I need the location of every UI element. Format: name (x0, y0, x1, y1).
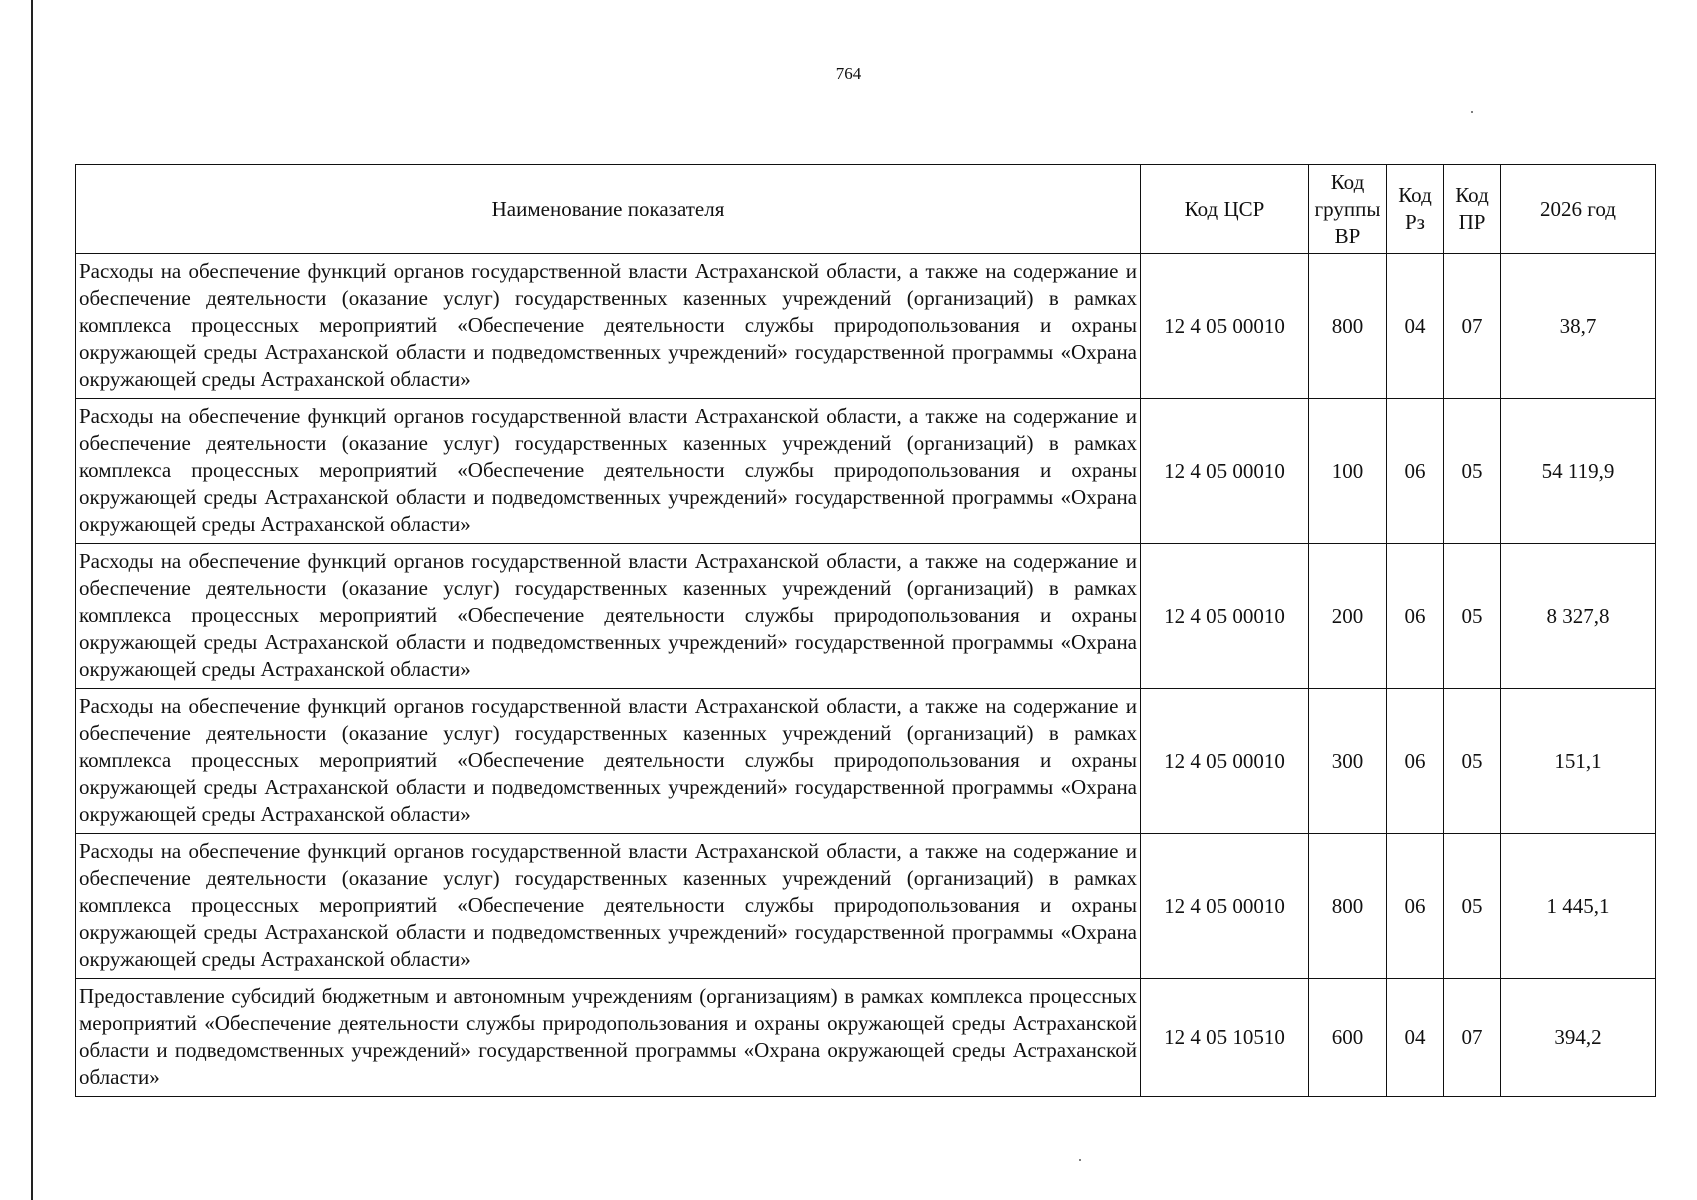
header-pr: Код ПР (1444, 165, 1501, 254)
row-rz-cell: 06 (1387, 834, 1444, 979)
table-row (76, 689, 1656, 834)
row-rz-cell: 06 (1387, 689, 1444, 834)
row-rz-cell: 04 (1387, 979, 1444, 1097)
scan-speck (1079, 1159, 1081, 1161)
row-amount-cell: 54 119,9 (1501, 399, 1656, 544)
header-vr: Код группы ВР (1309, 165, 1387, 254)
header-rz: Код Рз (1387, 165, 1444, 254)
table-row (76, 979, 1656, 1097)
row-vr-cell: 800 (1309, 834, 1387, 979)
row-vr-cell: 300 (1309, 689, 1387, 834)
header-year: 2026 год (1501, 165, 1656, 254)
budget-table (75, 164, 1656, 1097)
row-vr-cell: 600 (1309, 979, 1387, 1097)
row-csr-cell: 12 4 05 00010 (1141, 399, 1309, 544)
row-amount-cell: 394,2 (1501, 979, 1656, 1097)
scan-speck (1471, 111, 1473, 113)
row-name-cell: Расходы на обеспечение функций органов государственной власти Астраханской области, а также на содержание и обеспечение деятельности (оказание услуг) государственных казенных учреждений (организаций) в рамках комплекса процессных мероприятий «Обеспечение деятельности службы природопользования и охраны окружающей среды Астраханской области и подведомственных учреждений» государственной программы «Охрана окружающей среды Астраханской области» (76, 834, 1141, 979)
row-name-cell: Расходы на обеспечение функций органов государственной власти Астраханской области, а также на содержание и обеспечение деятельности (оказание услуг) государственных казенных учреждений (организаций) в рамках комплекса процессных мероприятий «Обеспечение деятельности службы природопользования и охраны окружающей среды Астраханской области и подведомственных учреждений» государственной программы «Охрана окружающей среды Астраханской области» (76, 689, 1141, 834)
row-amount-cell: 38,7 (1501, 254, 1656, 399)
row-csr-cell: 12 4 05 10510 (1141, 979, 1309, 1097)
row-csr-cell: 12 4 05 00010 (1141, 834, 1309, 979)
table-row (76, 544, 1656, 689)
table-row (76, 399, 1656, 544)
header-csr: Код ЦСР (1141, 165, 1309, 254)
row-rz-cell: 06 (1387, 399, 1444, 544)
row-amount-cell: 1 445,1 (1501, 834, 1656, 979)
page-number: 764 (835, 64, 862, 83)
row-pr-cell: 05 (1444, 689, 1501, 834)
table-row (76, 834, 1656, 979)
row-pr-cell: 05 (1444, 544, 1501, 689)
header-name: Наименование показателя (76, 165, 1141, 254)
row-rz-cell: 04 (1387, 254, 1444, 399)
table-row (76, 254, 1656, 399)
row-pr-cell: 05 (1444, 399, 1501, 544)
table-header-row (76, 165, 1656, 254)
row-rz-cell: 06 (1387, 544, 1444, 689)
row-csr-cell: 12 4 05 00010 (1141, 689, 1309, 834)
row-vr-cell: 200 (1309, 544, 1387, 689)
row-name-cell: Предоставление субсидий бюджетным и автономным учреждениям (организациям) в рамках комплекса процессных мероприятий «Обеспечение деятельности службы природопользования и охраны окружающей среды Астраханской области и подведомственных учреждений» государственной программы «Охрана окружающей среды Астраханской области» (76, 979, 1141, 1097)
binding-edge-line (31, 0, 33, 1200)
row-name-cell: Расходы на обеспечение функций органов государственной власти Астраханской области, а также на содержание и обеспечение деятельности (оказание услуг) государственных казенных учреждений (организаций) в рамках комплекса процессных мероприятий «Обеспечение деятельности службы природопользования и охраны окружающей среды Астраханской области и подведомственных учреждений» государственной программы «Охрана окружающей среды Астраханской области» (76, 254, 1141, 399)
row-csr-cell: 12 4 05 00010 (1141, 254, 1309, 399)
row-vr-cell: 100 (1309, 399, 1387, 544)
row-vr-cell: 800 (1309, 254, 1387, 399)
row-name-cell: Расходы на обеспечение функций органов государственной власти Астраханской области, а также на содержание и обеспечение деятельности (оказание услуг) государственных казенных учреждений (организаций) в рамках комплекса процессных мероприятий «Обеспечение деятельности службы природопользования и охраны окружающей среды Астраханской области и подведомственных учреждений» государственной программы «Охрана окружающей среды Астраханской области» (76, 399, 1141, 544)
row-name-cell: Расходы на обеспечение функций органов государственной власти Астраханской области, а также на содержание и обеспечение деятельности (оказание услуг) государственных казенных учреждений (организаций) в рамках комплекса процессных мероприятий «Обеспечение деятельности службы природопользования и охраны окружающей среды Астраханской области и подведомственных учреждений» государственной программы «Охрана окружающей среды Астраханской области» (76, 544, 1141, 689)
row-pr-cell: 07 (1444, 979, 1501, 1097)
row-pr-cell: 05 (1444, 834, 1501, 979)
row-amount-cell: 8 327,8 (1501, 544, 1656, 689)
row-csr-cell: 12 4 05 00010 (1141, 544, 1309, 689)
row-amount-cell: 151,1 (1501, 689, 1656, 834)
row-pr-cell: 07 (1444, 254, 1501, 399)
